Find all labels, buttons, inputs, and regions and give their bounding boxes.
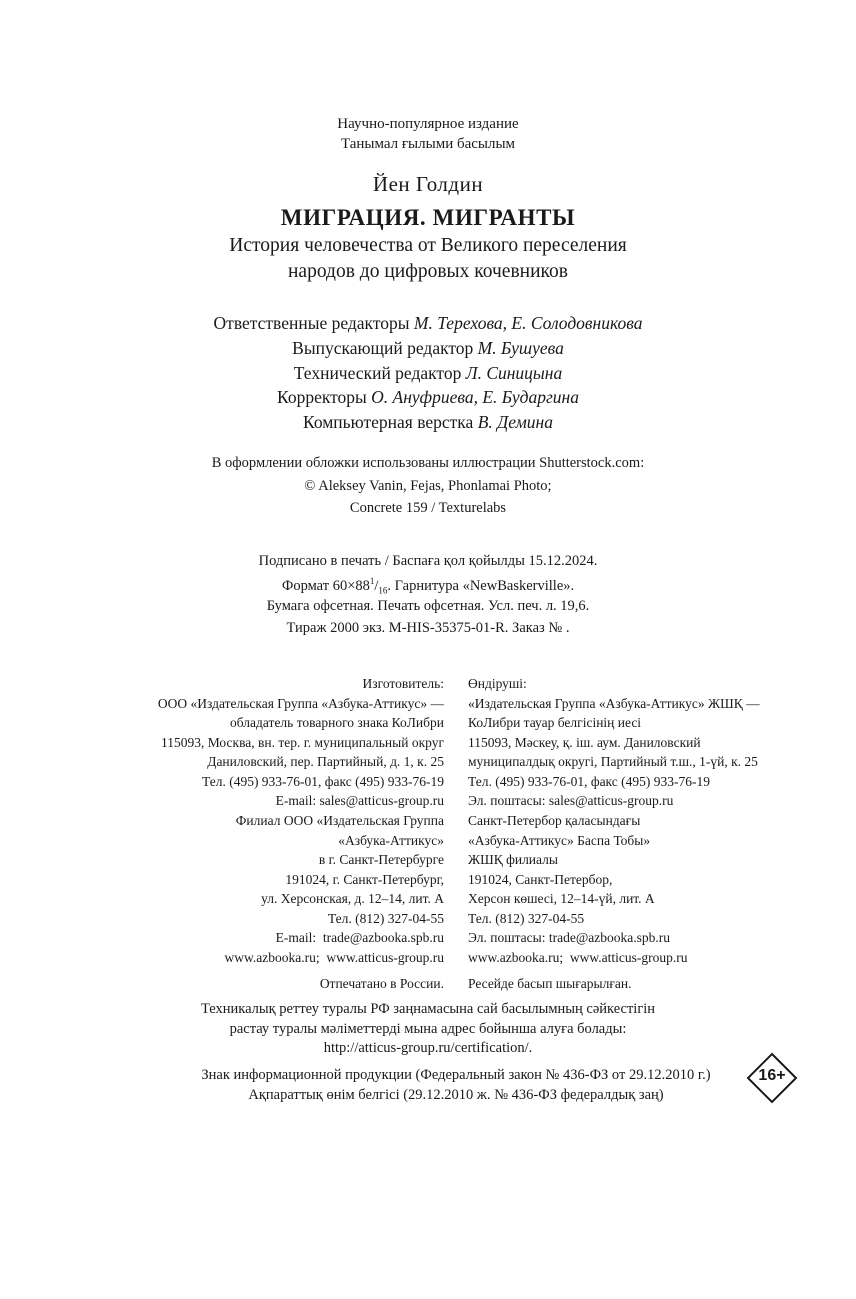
websites-kz[interactable]: www.azbooka.ru; www.atticus-group.ru bbox=[468, 950, 688, 965]
format-suffix: . Гарнитура «NewBaskerville». bbox=[387, 577, 575, 594]
credit-names: М. Терехова, Е. Солодовникова bbox=[413, 313, 643, 333]
branch-kz-line: ЖШҚ филиалы bbox=[468, 852, 558, 867]
branch-ru-line: «Азбука-Аттикус» bbox=[338, 832, 444, 848]
printed-in-kz: Ресейде басып шығарылған. bbox=[468, 976, 632, 991]
manufacturer-kz bbox=[468, 674, 760, 811]
manufacturer-ru-line: 115093, Москва, вн. тер. г. муниципальный округ bbox=[161, 734, 444, 750]
print-paper: Бумага офсетная. Печать офсетная. Усл. печ. л. 19,6. bbox=[266, 598, 590, 614]
format-numerator: 1 bbox=[369, 576, 375, 586]
manufacturer-ru-line: Тел. (495) 933-76-01, факс (495) 933-76-19 bbox=[201, 773, 444, 789]
manufacturer-ru-line: E-mail: sales@atticus-group.ru bbox=[275, 793, 444, 808]
credit-names: М. Бушуева bbox=[477, 338, 564, 358]
manufacturer-kz-line: «Издательская Группа «Азбука-Аттикус» ЖШҚ — bbox=[468, 695, 760, 711]
manufacturer-ru-line: обладатель товарного знака КоЛибри bbox=[230, 715, 444, 730]
credit-role: Корректоры bbox=[277, 387, 367, 407]
manufacturer-kz-line: муниципалдық округі, Партийный т.ш., 1-үй, к. 25 bbox=[468, 754, 758, 769]
manufacturer-kz-line: 115093, Мәскеу, қ. іш. аум. Даниловский bbox=[468, 734, 701, 750]
branch-ru-line: Тел. (812) 327-04-55 bbox=[327, 910, 444, 926]
branch-kz-line: Санкт-Петербор қаласындағы bbox=[468, 813, 641, 828]
branch-kz-line: Херсон көшесі, 12–14-үй, лит. А bbox=[468, 891, 655, 906]
edition-type-ru: Научно-популярное издание bbox=[337, 116, 519, 132]
manufacturer-ru bbox=[158, 674, 444, 811]
edition-type-kz: Танымал ғылыми басылым bbox=[340, 136, 516, 152]
book-subtitle-line2: народов до цифровых кочевников bbox=[288, 261, 568, 282]
branch-ru-line: в г. Санкт-Петербурге bbox=[318, 852, 444, 867]
book-author: Йен Голдин bbox=[372, 172, 484, 196]
credit-role: Технический редактор bbox=[293, 363, 462, 383]
printed-in-ru: Отпечатано в России. bbox=[319, 976, 444, 991]
cover-credits-line1: В оформлении обложки использованы иллюстрации Shutterstock.com: bbox=[211, 455, 645, 471]
branch-ru-line: E-mail: trade@azbooka.spb.ru bbox=[275, 930, 444, 945]
certification-url[interactable]: http://atticus-group.ru/certification/. bbox=[323, 1040, 533, 1056]
credit-role: Ответственные редакторы bbox=[213, 313, 410, 333]
credit-technical-editor bbox=[0, 363, 856, 384]
age-rating-text: 16+ bbox=[758, 1067, 786, 1084]
manufacturer-ru-line: Даниловский, пер. Партийный, д. 1, к. 25 bbox=[207, 754, 444, 769]
branch-ru-line: Филиал ООО «Издательская Группа bbox=[235, 813, 444, 828]
websites-ru[interactable]: www.azbooka.ru; www.atticus-group.ru bbox=[224, 950, 444, 965]
certification-line1: Техникалық реттеу туралы РФ заңнамасына сай басылымның сәйкестігін bbox=[200, 1001, 656, 1017]
branch-kz-line: Тел. (812) 327-04-55 bbox=[468, 910, 585, 926]
manufacturer-kz-line: Эл. поштасы: sales@atticus-group.ru bbox=[468, 793, 674, 808]
manufacturer-ru-line: ООО «Издательская Группа «Азбука-Аттикус» — bbox=[157, 695, 444, 711]
credit-managing-editor bbox=[0, 338, 856, 359]
branch-ru bbox=[236, 811, 444, 948]
credit-responsible-editors bbox=[0, 313, 856, 334]
branch-kz-line: Эл. поштасы: trade@azbooka.spb.ru bbox=[468, 930, 670, 945]
branch-ru-line: 191024, г. Санкт-Петербург, bbox=[285, 871, 444, 887]
cover-credits-line2: © Aleksey Vanin, Fejas, Phonlamai Photo; bbox=[304, 478, 552, 494]
credit-layout bbox=[0, 412, 856, 433]
manufacturer-kz-line: КоЛибри тауар белгісінің иесі bbox=[468, 715, 642, 730]
branch-kz-line: «Азбука-Аттикус» Баспа Тобы» bbox=[468, 832, 651, 848]
manufacturer-ru-line: Изготовитель: bbox=[362, 676, 444, 691]
book-subtitle-line1: История человечества от Великого переселения bbox=[229, 235, 627, 256]
credit-names: Л. Синицына bbox=[465, 363, 563, 383]
branch-kz bbox=[468, 811, 670, 948]
info-sign-line2: Ақпараттық өнім белгісі (29.12.2010 ж. № 436-ФЗ федералдық заң) bbox=[248, 1087, 664, 1103]
book-title: МИГРАЦИЯ. МИГРАНТЫ bbox=[280, 205, 576, 230]
branch-ru-line: ул. Херсонская, д. 12–14, лит. А bbox=[261, 891, 444, 906]
format-denominator: 16 bbox=[378, 585, 388, 596]
age-rating-badge bbox=[746, 1052, 798, 1104]
cover-credits-line3: Concrete 159 / Texturelabs bbox=[349, 500, 507, 516]
print-format: Формат $60\times 88^1/_{16}$. Гарнитура «NewBaskerville». bbox=[281, 576, 575, 596]
credit-names: О. Ануфриева, Е. Бударгина bbox=[371, 387, 579, 407]
credit-names: В. Демина bbox=[477, 412, 553, 432]
manufacturer-kz-line: Өндіруші: bbox=[468, 676, 527, 691]
credit-role: Выпускающий редактор bbox=[292, 338, 474, 358]
manufacturer-kz-line: Тел. (495) 933-76-01, факс (495) 933-76-19 bbox=[468, 773, 711, 789]
credit-role: Компьютерная верстка bbox=[303, 412, 474, 432]
print-run: Тираж 2000 экз. M-HIS-35375-01-R. Заказ № . bbox=[286, 620, 570, 636]
credit-proofreaders bbox=[0, 387, 856, 408]
certification-line2: растау туралы мәліметтерді мына адрес бойынша алуға болады: bbox=[229, 1021, 627, 1037]
info-sign-line1: Знак информационной продукции (Федеральный закон № 436-ФЗ от 29.12.2010 г.) bbox=[201, 1067, 711, 1083]
format-prefix: Формат 60×88 bbox=[281, 577, 370, 594]
print-signed-date: Подписано в печать / Баспаға қол қойылды 15.12.2024. bbox=[258, 553, 598, 569]
branch-kz-line: 191024, Санкт-Петербор, bbox=[468, 871, 613, 887]
